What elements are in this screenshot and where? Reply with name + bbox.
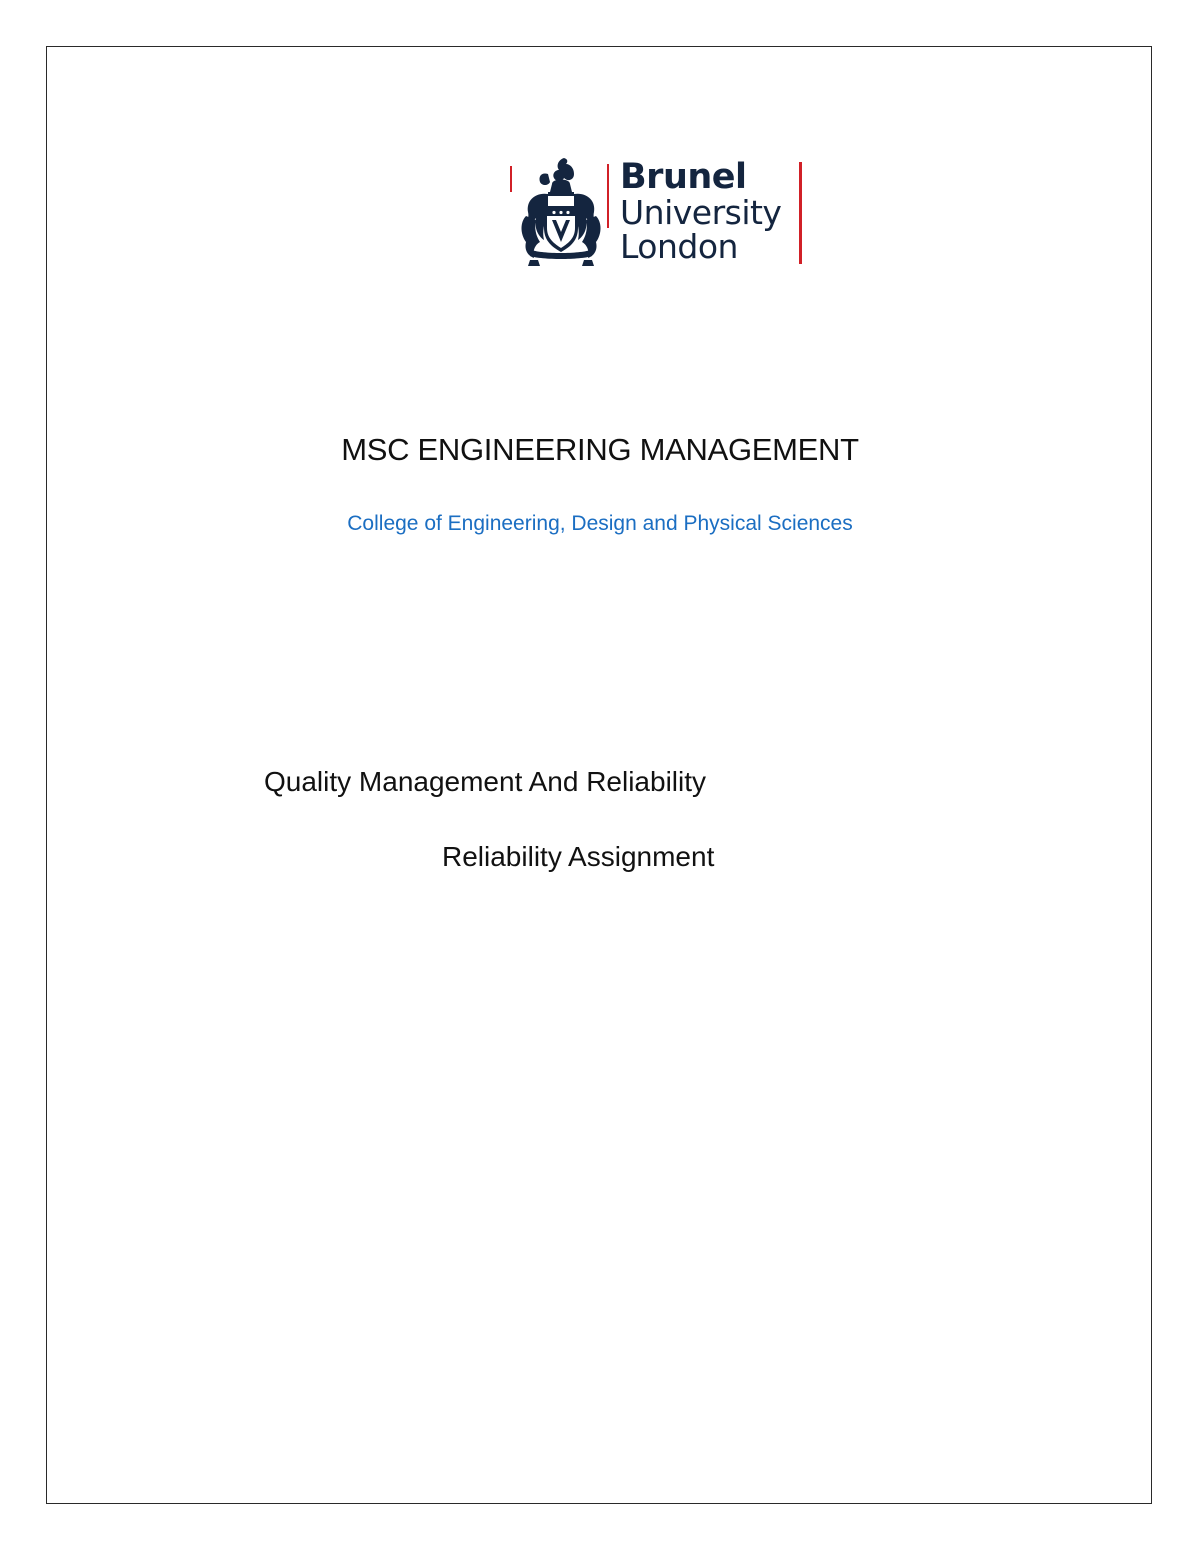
logo-wordmark-line-3: London bbox=[620, 227, 738, 266]
assignment-title: Reliability Assignment bbox=[442, 841, 715, 872]
university-crest-icon bbox=[518, 156, 604, 268]
logo-accent-bar-left bbox=[510, 166, 512, 192]
college-name: College of Engineering, Design and Physical Sciences bbox=[347, 512, 853, 535]
logo-wordmark-line-1: Brunel bbox=[620, 157, 747, 197]
module-title: Quality Management And Reliability bbox=[264, 766, 707, 797]
logo-wordmark-line-2: University bbox=[620, 193, 782, 232]
university-logo bbox=[508, 156, 808, 268]
programme-title: MSC ENGINEERING MANAGEMENT bbox=[341, 432, 859, 467]
logo-accent-bar-middle bbox=[607, 164, 609, 228]
logo-accent-bar-right bbox=[799, 162, 802, 264]
